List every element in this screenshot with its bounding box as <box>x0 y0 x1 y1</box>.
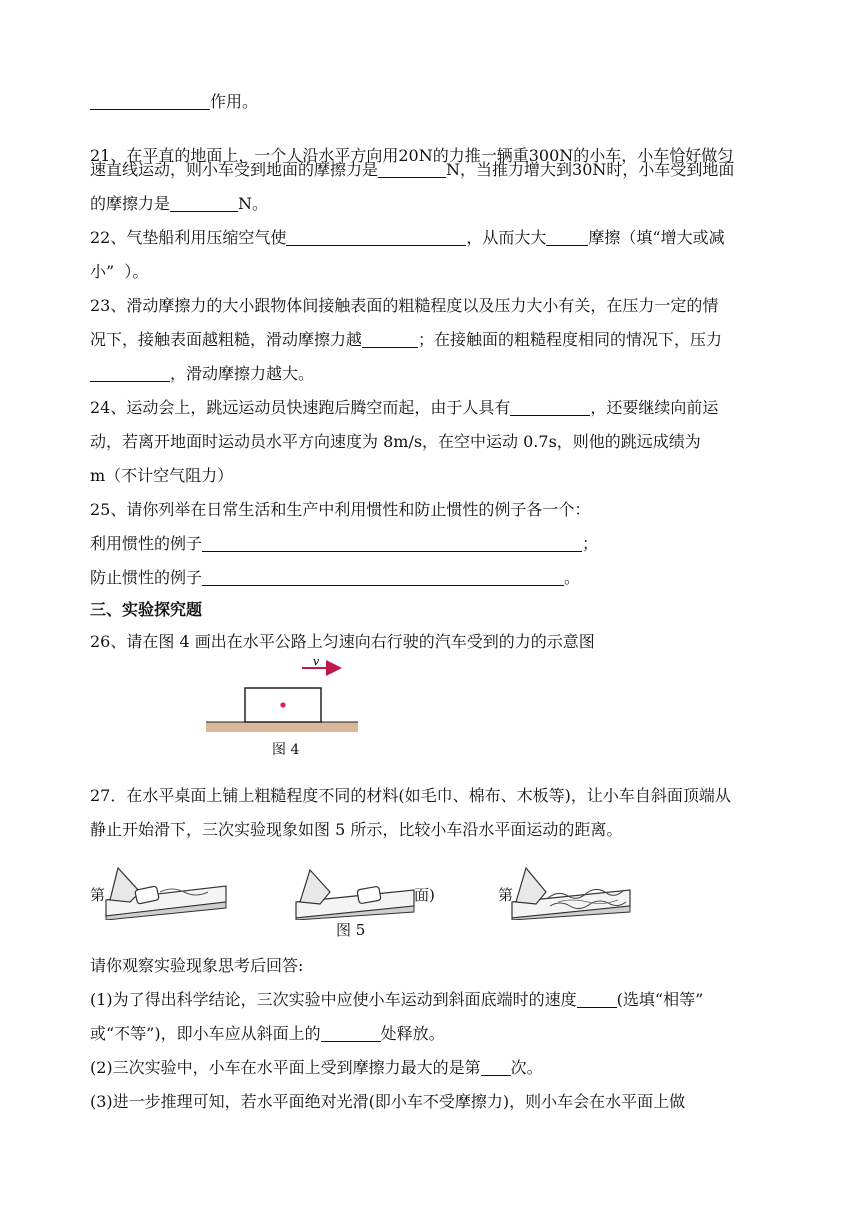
fig5-text-fragment-2: 面) <box>414 886 435 904</box>
q22-line-1: 22、气垫船利用压缩空气使 ，从而大大 摩擦（填“增大或减 <box>90 228 725 247</box>
q21-line-1: 21、在平直的地面上，一个人沿水平方向用20N的力推一辆重300N的小车，小车恰好做匀 <box>90 146 734 165</box>
answer-blank[interactable] <box>481 1059 511 1076</box>
answer-blank[interactable] <box>577 991 617 1008</box>
q27-line-1: 27．在水平桌面上铺上粗糙程度不同的材料(如毛巾、棉布、木板等)，让小车自斜面顶端从 <box>90 786 731 805</box>
q26-line: 26、请在图 4 画出在水平公路上匀速向右行驶的汽车受到的力的示意图 <box>90 632 595 651</box>
q27-part2-line: (2)三次实验中，小车在水平面上受到摩擦力最大的是第 次。 <box>90 1058 543 1077</box>
figure-5-ramp-towel <box>90 862 230 920</box>
figure-5-ramp-board <box>498 862 632 920</box>
answer-blank[interactable] <box>202 569 564 586</box>
road-surface <box>206 722 358 732</box>
q23-line-1: 23、滑动摩擦力的大小跟物体间接触表面的粗糙程度以及压力大小有关，在压力一定的情 <box>90 296 719 315</box>
instruction-line: 请你观察实验现象思考后回答: <box>90 956 304 975</box>
answer-blank[interactable] <box>546 229 588 246</box>
answer-blank[interactable] <box>286 229 466 246</box>
center-of-mass-dot <box>280 702 285 707</box>
fig5-text-fragment-3: 第 <box>498 886 514 904</box>
answer-blank[interactable] <box>321 1025 381 1042</box>
q27-part1-line-2: 或“不等”)，即小车应从斜面上的 处释放。 <box>90 1024 445 1043</box>
q22-line-2: 小” ）。 <box>90 262 149 281</box>
q24-line-1: 24、运动会上，跳远运动员快速跑后腾空而起，由于人具有 ，还要继续向前运 <box>90 398 719 417</box>
figure-4-caption: 图 4 <box>272 742 300 758</box>
answer-blank[interactable] <box>378 161 446 178</box>
q20-tail-line: 作用。 <box>90 92 258 112</box>
q25-line-2: 利用惯性的例子 ； <box>90 534 599 553</box>
velocity-label: v <box>313 656 320 668</box>
q27-line-2: 静止开始滑下，三次实验现象如图 5 所示，比较小车沿水平面运动的距离。 <box>90 820 623 839</box>
q27-part3-line: (3)进一步推理可知，若水平面绝对光滑(即小车不受摩擦力)，则小车会在水平面上做 <box>90 1092 686 1111</box>
answer-blank[interactable] <box>170 195 238 212</box>
q21-line-2: 速直线运动，则小车受到地面的摩擦力是 N，当推力增大到30N时，小车受到地面 <box>90 160 735 179</box>
q25-line-3: 防止惯性的例子 。 <box>90 568 581 587</box>
figure-4-car-diagram <box>206 656 358 734</box>
q27-part1-line-1: (1)为了得出科学结论，三次实验中应使小车运动到斜面底端时的速度 (选填“相等” <box>90 990 704 1009</box>
answer-blank[interactable] <box>510 399 590 416</box>
answer-blank[interactable] <box>90 93 210 110</box>
q23-line-3: ，滑动摩擦力越大。 <box>90 364 314 384</box>
figure-5-ramp-cotton <box>294 862 418 920</box>
q23-line-2: 况下，接触表面越粗糙，滑动摩擦力越 ；在接触面的粗糙程度相同的情况下，压力 <box>90 330 723 349</box>
q25-line-1: 25、请你列举在日常生活和生产中利用惯性和防止惯性的例子各一个： <box>90 500 591 519</box>
q21-line-3: 的摩擦力是 N。 <box>90 194 269 213</box>
answer-blank[interactable] <box>202 535 582 552</box>
section-heading: 三、实验探究题 <box>90 600 203 619</box>
answer-blank[interactable] <box>90 365 170 382</box>
figure-5-caption: 图 5 <box>336 921 366 939</box>
q24-line-2: 动，若离开地面时运动员水平方向速度为 8m/s，在空中运动 0.7s，则他的跳远成绩为 <box>90 432 701 451</box>
q24-line-3: m（不计空气阻力） <box>90 466 234 485</box>
answer-blank[interactable] <box>362 331 418 348</box>
fig5-text-fragment-1: 第 <box>90 886 106 904</box>
